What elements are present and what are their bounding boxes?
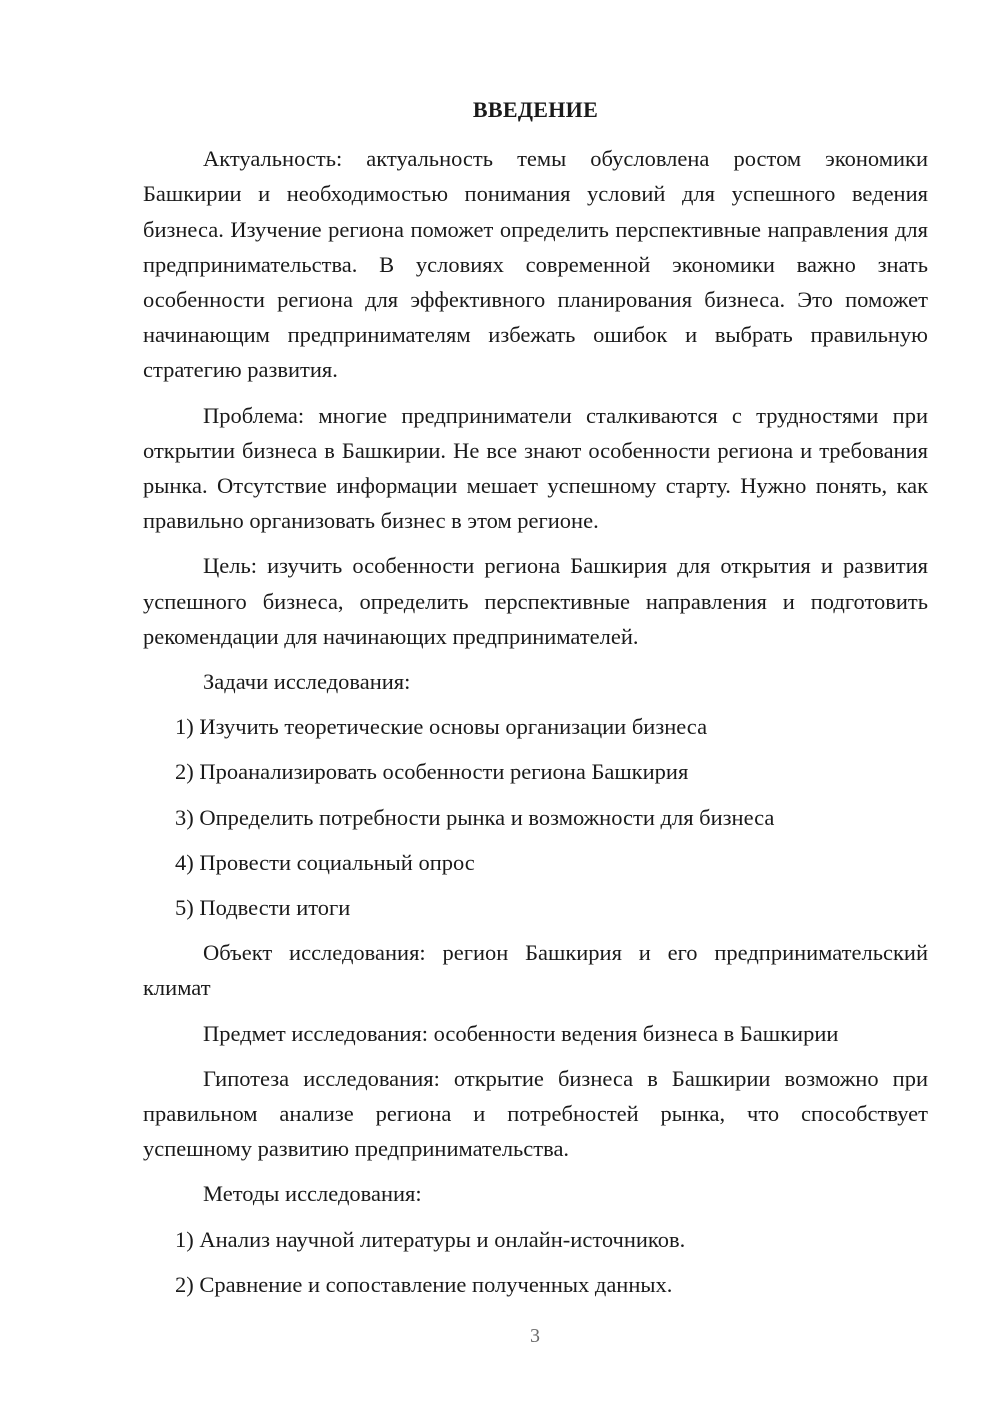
methods-list [143, 1222, 928, 1302]
page-number: 3 [530, 1325, 540, 1347]
list-item: 2) Проанализировать особенности региона Башкирия [175, 759, 689, 785]
methods-heading: Методы исследования: [203, 1181, 422, 1207]
problem-paragraph: Проблема: многие предприниматели сталкиваются с трудностями при открытии бизнеса в Башкирии. Не все знают особенности региона и требования рынка. Отсутствие информации мешает успешному старту. Нужно понять, как правильно организовать бизнес в этом регионе. [143, 402, 928, 534]
subject-paragraph: Предмет исследования: особенности ведения бизнеса в Башкирии [203, 1020, 839, 1046]
list-item: 3) Определить потребности рынка и возможности для бизнеса [175, 804, 775, 830]
tasks-list [143, 709, 928, 925]
goal-paragraph: Цель: изучить особенности региона Башкирия для открытия и развития успешного бизнеса, определить перспективные направления и подготовить рекомендации для начинающих предпринимателей. [143, 553, 928, 649]
list-item: 5) Подвести итоги [175, 895, 351, 921]
list-item: 2) Сравнение и сопоставление полученных данных. [175, 1271, 673, 1297]
object-paragraph: Объект исследования: регион Башкирия и его предпринимательский климат [143, 940, 928, 1001]
list-item: 4) Провести социальный опрос [175, 849, 475, 875]
relevance-paragraph: Актуальность: актуальность темы обусловлена ростом экономики Башкирии и необходимостью понимания условий для успешного ведения бизнеса. Изучение региона поможет определить перспективные направления для предпринимательства. В условиях современной экономики важно знать особенности региона для эффективного планирования бизнеса. Это поможет начинающим предпринимателям избежать ошибок и выбрать правильную стратегию развития. [143, 146, 928, 383]
list-item: 1) Анализ научной литературы и онлайн-источников. [175, 1226, 686, 1252]
document-page [143, 92, 928, 1312]
section-heading: ВВЕДЕНИЕ [472, 97, 599, 122]
tasks-heading: Задачи исследования: [203, 669, 411, 695]
list-item: 1) Изучить теоретические основы организации бизнеса [175, 714, 708, 740]
hypothesis-paragraph: Гипотеза исследования: открытие бизнеса в Башкирии возможно при правильном анализе региона и потребностей рынка, что способствует успешному развитию предпринимательства. [143, 1065, 928, 1162]
